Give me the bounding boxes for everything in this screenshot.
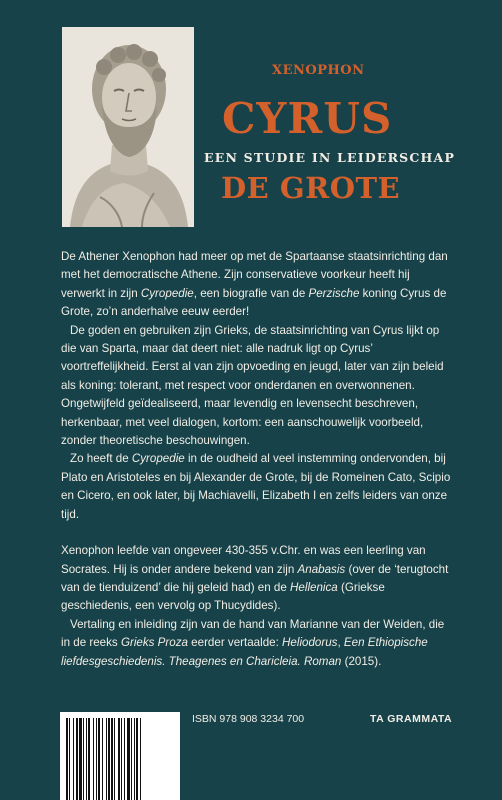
italic-text: Heliodorus bbox=[282, 636, 338, 650]
translator-paragraph bbox=[61, 616, 453, 671]
text-run: De Athener Xenophon had meer op met de Spartaanse staatsinrichting dan met het democratische Athene. Zijn conservatieve voorkeur heeft hij verwerkt in zijn bbox=[61, 250, 448, 300]
barcode-bar bbox=[83, 718, 84, 800]
barcode-bar bbox=[86, 718, 87, 800]
book-title-line-2: DE GROTE bbox=[221, 171, 401, 205]
blurb-paragraph bbox=[61, 248, 453, 322]
barcode-bar bbox=[118, 718, 120, 800]
bust-portrait-image bbox=[62, 27, 194, 227]
italic-text: Grieks Proza bbox=[120, 636, 188, 650]
barcode-bar bbox=[102, 718, 103, 800]
barcode-bar bbox=[136, 718, 138, 800]
text-run: (over de ‘terugtocht van de tienduizend’ die hij geleid had) en de bbox=[61, 562, 449, 594]
text-run: , bbox=[337, 636, 344, 650]
italic-text: Cyropedie bbox=[140, 286, 194, 300]
barcode-bar bbox=[98, 718, 100, 800]
barcode-bar bbox=[114, 718, 115, 800]
barcode-bar bbox=[106, 718, 107, 800]
author-bio-paragraph bbox=[61, 542, 453, 616]
text-run: (Griekse geschiedenis, een vervolg op Thucydides). bbox=[61, 580, 385, 613]
barcode-bar bbox=[69, 718, 70, 800]
text-run: in de oudheid al veel instemming ondervonden, bij Plato en Aristoteles en bij Alexander de Grote, bij de Romeinen Cato, Scipio en Cicero, en ook later, bij Machiavelli, Elizabeth I en zelfs leiders van onze tijd. bbox=[61, 452, 451, 521]
barcode-bar bbox=[134, 718, 135, 800]
bust-illustration bbox=[62, 27, 194, 227]
text-run: koning Cyrus de Grote, zo’n anderhalve eeuw eerder! bbox=[61, 286, 447, 319]
isbn-label: ISBN 978 908 3234 700 bbox=[192, 713, 305, 725]
barcode-bar bbox=[140, 718, 141, 800]
barcode-bar bbox=[93, 718, 94, 800]
barcode-bar bbox=[121, 718, 122, 800]
barcode-bar bbox=[73, 718, 74, 800]
publisher-name: TA GRAMMATA bbox=[370, 713, 453, 725]
italic-text: Een Ethiopische liefdesgeschiedenis. Theagenes en Charicleia. Roman bbox=[61, 636, 428, 668]
barcode-bar bbox=[76, 718, 78, 800]
text-run: Xenophon leefde van ongeveer 430-355 v.Chr. en was een leerling van Socrates. Hij is onder andere bekend van zijn bbox=[61, 544, 426, 576]
barcode-bar bbox=[66, 718, 68, 800]
back-cover-blurb bbox=[61, 248, 453, 671]
text-run: De goden en gebruiken zijn Grieks, de staatsinrichting van Cyrus lijkt op die van Sparta, maar dat deert niet: alle nadruk ligt op Cyrus’ voortreffelijkheid. Eerst al van zijn opvoeding en jeugd, later van zijn beleid als koning: tolerant, met respect voor onderdanen en overwonnenen. Ongetwijfeld geïdealiseerd, maar levendig en levensecht beschreven, herkenbaar, met veel dialogen, kortom: een aanschouwelijk voorbeeld, zonder theoretische beschouwingen. bbox=[61, 323, 444, 448]
barcode-icon bbox=[60, 712, 180, 800]
barcode-bar bbox=[127, 718, 130, 800]
text-run: eerder vertaalde: bbox=[187, 636, 283, 650]
italic-text: Hellenica bbox=[290, 580, 338, 594]
book-subtitle: EEN STUDIE IN LEIDERSCHAP bbox=[204, 150, 456, 165]
barcode-bar bbox=[124, 718, 125, 800]
barcode-bar bbox=[88, 718, 90, 800]
book-title-line-1: CYRUS bbox=[222, 94, 393, 143]
text-run: (2015). bbox=[341, 654, 382, 668]
blurb-paragraph bbox=[61, 450, 453, 524]
barcode-bar bbox=[79, 718, 82, 800]
text-run: Vertaling en inleiding zijn van de hand van Marianne van der Weiden, die in de reeks bbox=[61, 617, 445, 650]
barcode-bar bbox=[131, 718, 132, 800]
text-run: Zo heeft de bbox=[70, 452, 132, 466]
barcode-bar bbox=[108, 718, 110, 800]
barcode-bar bbox=[96, 718, 97, 800]
blurb-paragraph bbox=[61, 322, 453, 451]
barcode-bar bbox=[111, 718, 113, 800]
barcode bbox=[60, 712, 180, 800]
italic-text: Anabasis bbox=[297, 562, 346, 576]
italic-text: Perzische bbox=[308, 286, 360, 300]
text-run: , een biografie van de bbox=[193, 286, 309, 300]
author-name: XENOPHON bbox=[272, 63, 365, 78]
italic-text: Cyropedie bbox=[131, 452, 185, 466]
